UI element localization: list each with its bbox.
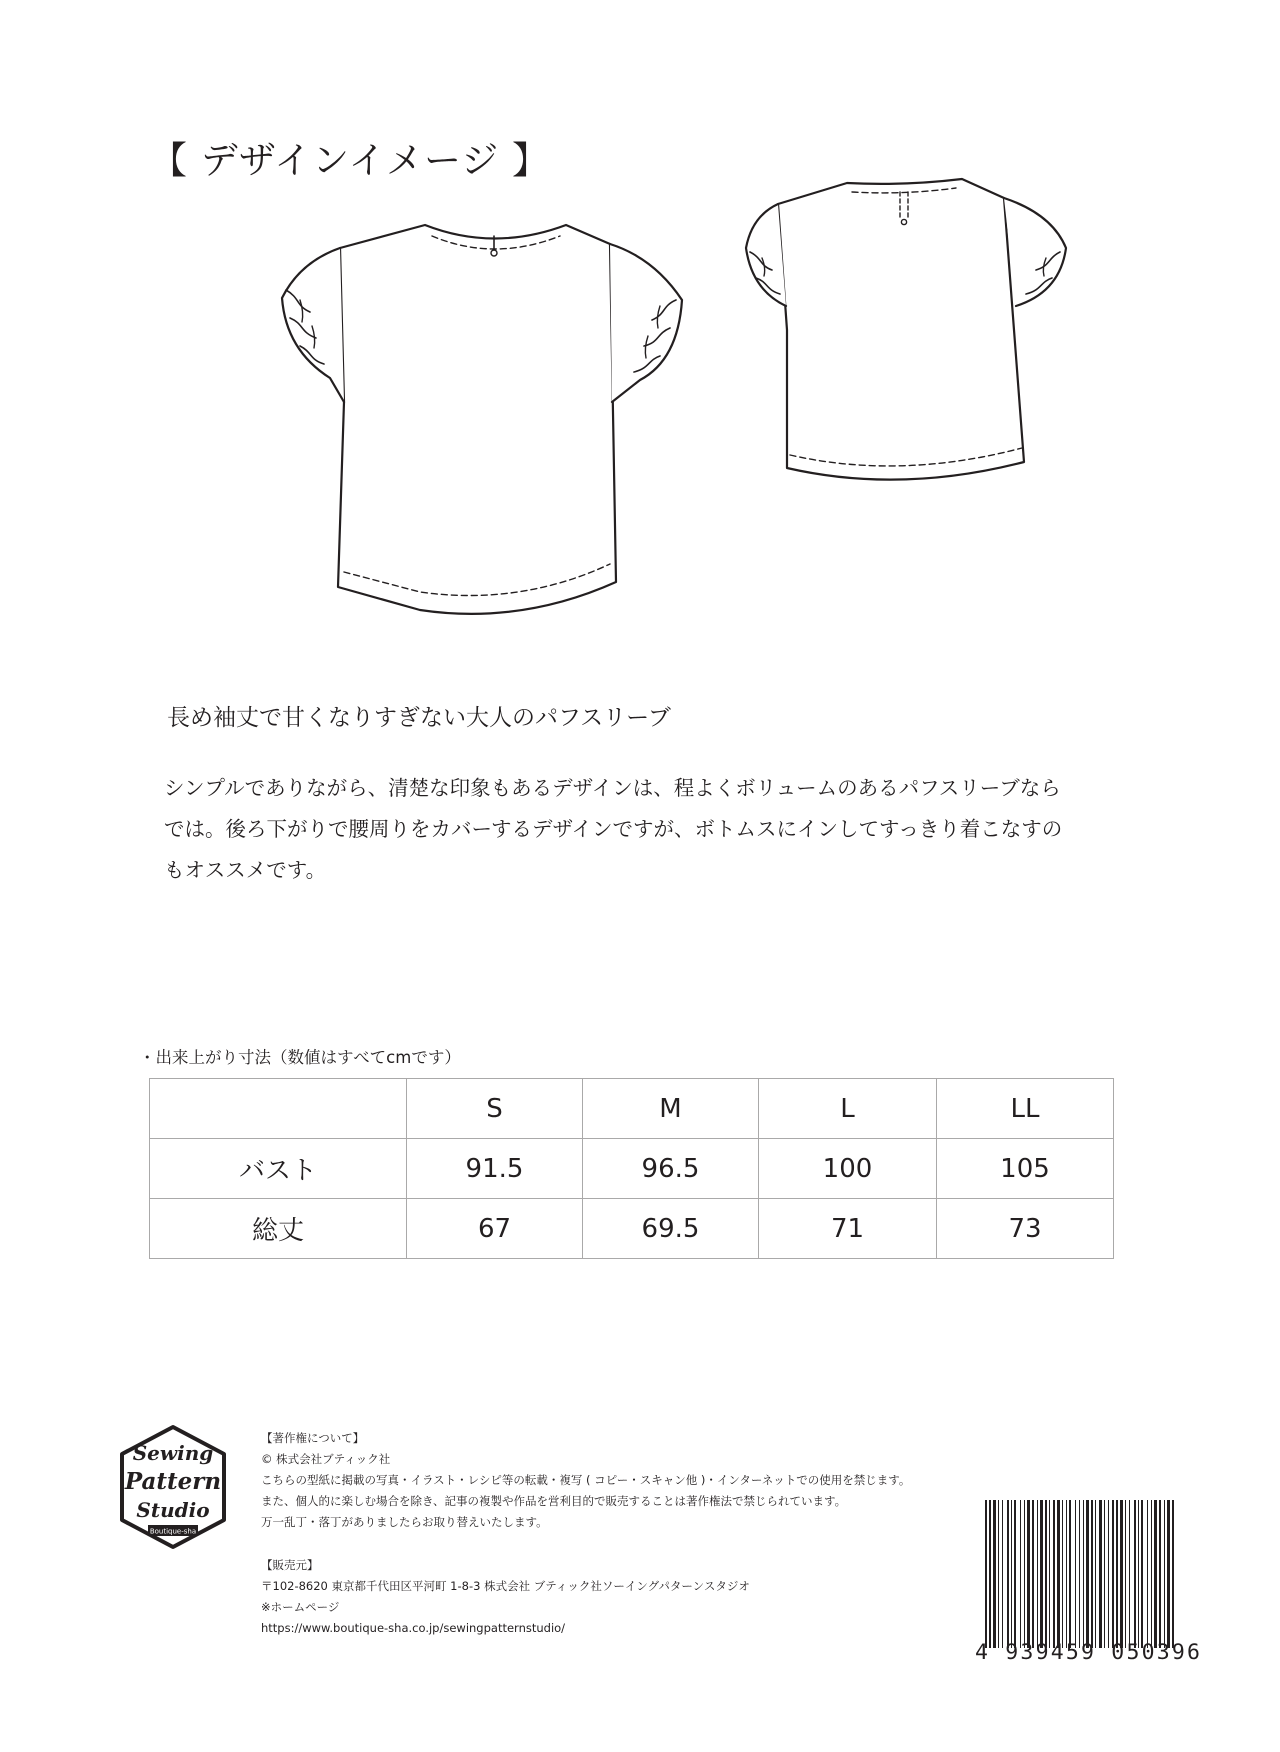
barcode-bar xyxy=(1079,1500,1080,1648)
table-header-cell: M xyxy=(583,1079,759,1139)
homepage-label: ※ホームページ xyxy=(261,1600,340,1614)
barcode-bar xyxy=(1172,1500,1174,1648)
barcode-bar xyxy=(1104,1500,1105,1648)
copyright-line: 万一乱丁・落丁がありましたらお取り替えいたします。 xyxy=(261,1515,548,1529)
table-header-row xyxy=(150,1079,1114,1139)
row-label: 総丈 xyxy=(150,1199,407,1259)
barcode-bar xyxy=(1002,1500,1003,1648)
barcode-bar xyxy=(1066,1500,1067,1648)
barcode-bar xyxy=(1083,1500,1084,1648)
barcode-bar xyxy=(1007,1500,1009,1648)
table-header-cell: S xyxy=(407,1079,583,1139)
table-cell: 69.5 xyxy=(583,1199,759,1259)
table-cell: 73 xyxy=(937,1199,1114,1259)
design-subtitle: 長め袖丈で甘くなりすぎない大人のパフスリーブ xyxy=(167,705,671,731)
design-illustrations xyxy=(0,0,1280,640)
logo-text-publisher: Boutique-sha xyxy=(149,1527,197,1536)
copyright-heading: 【著作権について】 xyxy=(261,1431,365,1445)
copyright-notice xyxy=(261,1428,910,1533)
table-cell: 91.5 xyxy=(407,1139,583,1199)
barcode-bar xyxy=(1062,1500,1063,1648)
table-cell xyxy=(150,1079,407,1139)
barcode-bar xyxy=(989,1500,991,1648)
barcode-bar xyxy=(1057,1500,1060,1648)
table-cell: 67 xyxy=(407,1199,583,1259)
barcode-bar xyxy=(1053,1500,1055,1648)
description-line: では。後ろ下がりで腰周りをカバーするデザインですが、ボトムスにインしてすっきり着こなすの xyxy=(164,817,1063,841)
barcode-bar xyxy=(1116,1500,1118,1648)
barcode-bar xyxy=(998,1500,999,1648)
barcode-bar xyxy=(1027,1500,1030,1648)
barcode-bar xyxy=(1011,1500,1012,1648)
table-header-cell: L xyxy=(759,1079,937,1139)
barcode-bar xyxy=(1014,1500,1016,1648)
garment-front-illustration xyxy=(282,225,682,614)
seller-address: 〒102-8620 東京都千代田区平河町 1-8-3 株式会社 ブティック社ソーイングパターンスタジオ xyxy=(261,1579,750,1593)
barcode-bar xyxy=(1134,1500,1136,1648)
logo-text-sewing: Sewing xyxy=(132,1441,214,1465)
barcode-bar xyxy=(1024,1500,1025,1648)
barcode-bar xyxy=(1164,1500,1165,1648)
barcode-bar xyxy=(1129,1500,1130,1648)
barcode-bar xyxy=(1099,1500,1102,1648)
barcode-bar xyxy=(1032,1500,1034,1648)
barcode-bar xyxy=(1045,1500,1047,1648)
copyright-line: こちらの型紙に掲載の写真・イラスト・レシピ等の転載・複写 ( コピー・スキャン他 )・インターネットでの使用を禁じます。 xyxy=(261,1473,911,1487)
logo-text-pattern: Pattern xyxy=(124,1468,222,1495)
copyright-line: また、個人的に楽しむ場合を除き、記事の複製や作品を営利目的で販売することは著作権法で禁じられています。 xyxy=(261,1494,847,1508)
barcode-bar xyxy=(1154,1500,1157,1648)
barcode-bar xyxy=(1075,1500,1076,1648)
barcode-bar xyxy=(1108,1500,1109,1648)
homepage-url[interactable]: https://www.boutique-sha.co.jp/sewingpatternstudio/ xyxy=(261,1621,566,1635)
table-cell: 96.5 xyxy=(583,1139,759,1199)
barcode-bar xyxy=(1112,1500,1114,1648)
barcode-bar xyxy=(1151,1500,1152,1648)
size-table-caption: ・出来上がり寸法（数値はすべてcmです） xyxy=(139,1048,461,1067)
table-row xyxy=(150,1139,1114,1199)
barcode-bar xyxy=(1147,1500,1148,1648)
copyright-line: © 株式会社ブティック社 xyxy=(261,1452,391,1466)
barcode-bar xyxy=(1138,1500,1139,1648)
barcode-bar xyxy=(1167,1500,1170,1648)
barcode-bar xyxy=(1125,1500,1126,1648)
barcode-bar xyxy=(1095,1500,1096,1648)
barcode-bar xyxy=(993,1500,996,1648)
barcode-bar xyxy=(1040,1500,1043,1648)
size-table xyxy=(149,1078,1114,1259)
seller-heading: 【販売元】 xyxy=(261,1558,319,1572)
design-description xyxy=(164,768,1174,891)
table-cell: 100 xyxy=(759,1139,937,1199)
sewing-pattern-studio-logo xyxy=(118,1424,228,1550)
barcode-icon xyxy=(985,1500,1175,1648)
barcode-bar xyxy=(1091,1500,1093,1648)
table-header-cell: LL xyxy=(937,1079,1114,1139)
row-label: バスト xyxy=(150,1139,407,1199)
table-row xyxy=(150,1199,1114,1259)
table-cell: 71 xyxy=(759,1199,937,1259)
barcode-bar xyxy=(985,1500,987,1648)
logo-text-studio: Studio xyxy=(136,1498,210,1522)
description-line: シンプルでありながら、清楚な印象もあるデザインは、程よくボリュームのあるパフスリーブなら xyxy=(164,776,1061,800)
barcode-bar xyxy=(1037,1500,1038,1648)
barcode-bar xyxy=(1159,1500,1161,1648)
barcode-bar xyxy=(1120,1500,1123,1648)
barcode-bar xyxy=(1049,1500,1050,1648)
barcode-number: 4 939459 050396 xyxy=(975,1640,1203,1665)
barcode-bar xyxy=(1141,1500,1143,1648)
description-line: もオススメです。 xyxy=(164,858,327,882)
barcode-bar xyxy=(1086,1500,1089,1648)
garment-back-illustration xyxy=(746,179,1066,480)
section-title: 【 デザインイメージ 】 xyxy=(150,139,550,182)
table-cell: 105 xyxy=(937,1139,1114,1199)
barcode-bar xyxy=(1069,1500,1071,1648)
seller-info xyxy=(261,1555,750,1639)
barcode-bar xyxy=(1020,1500,1021,1648)
